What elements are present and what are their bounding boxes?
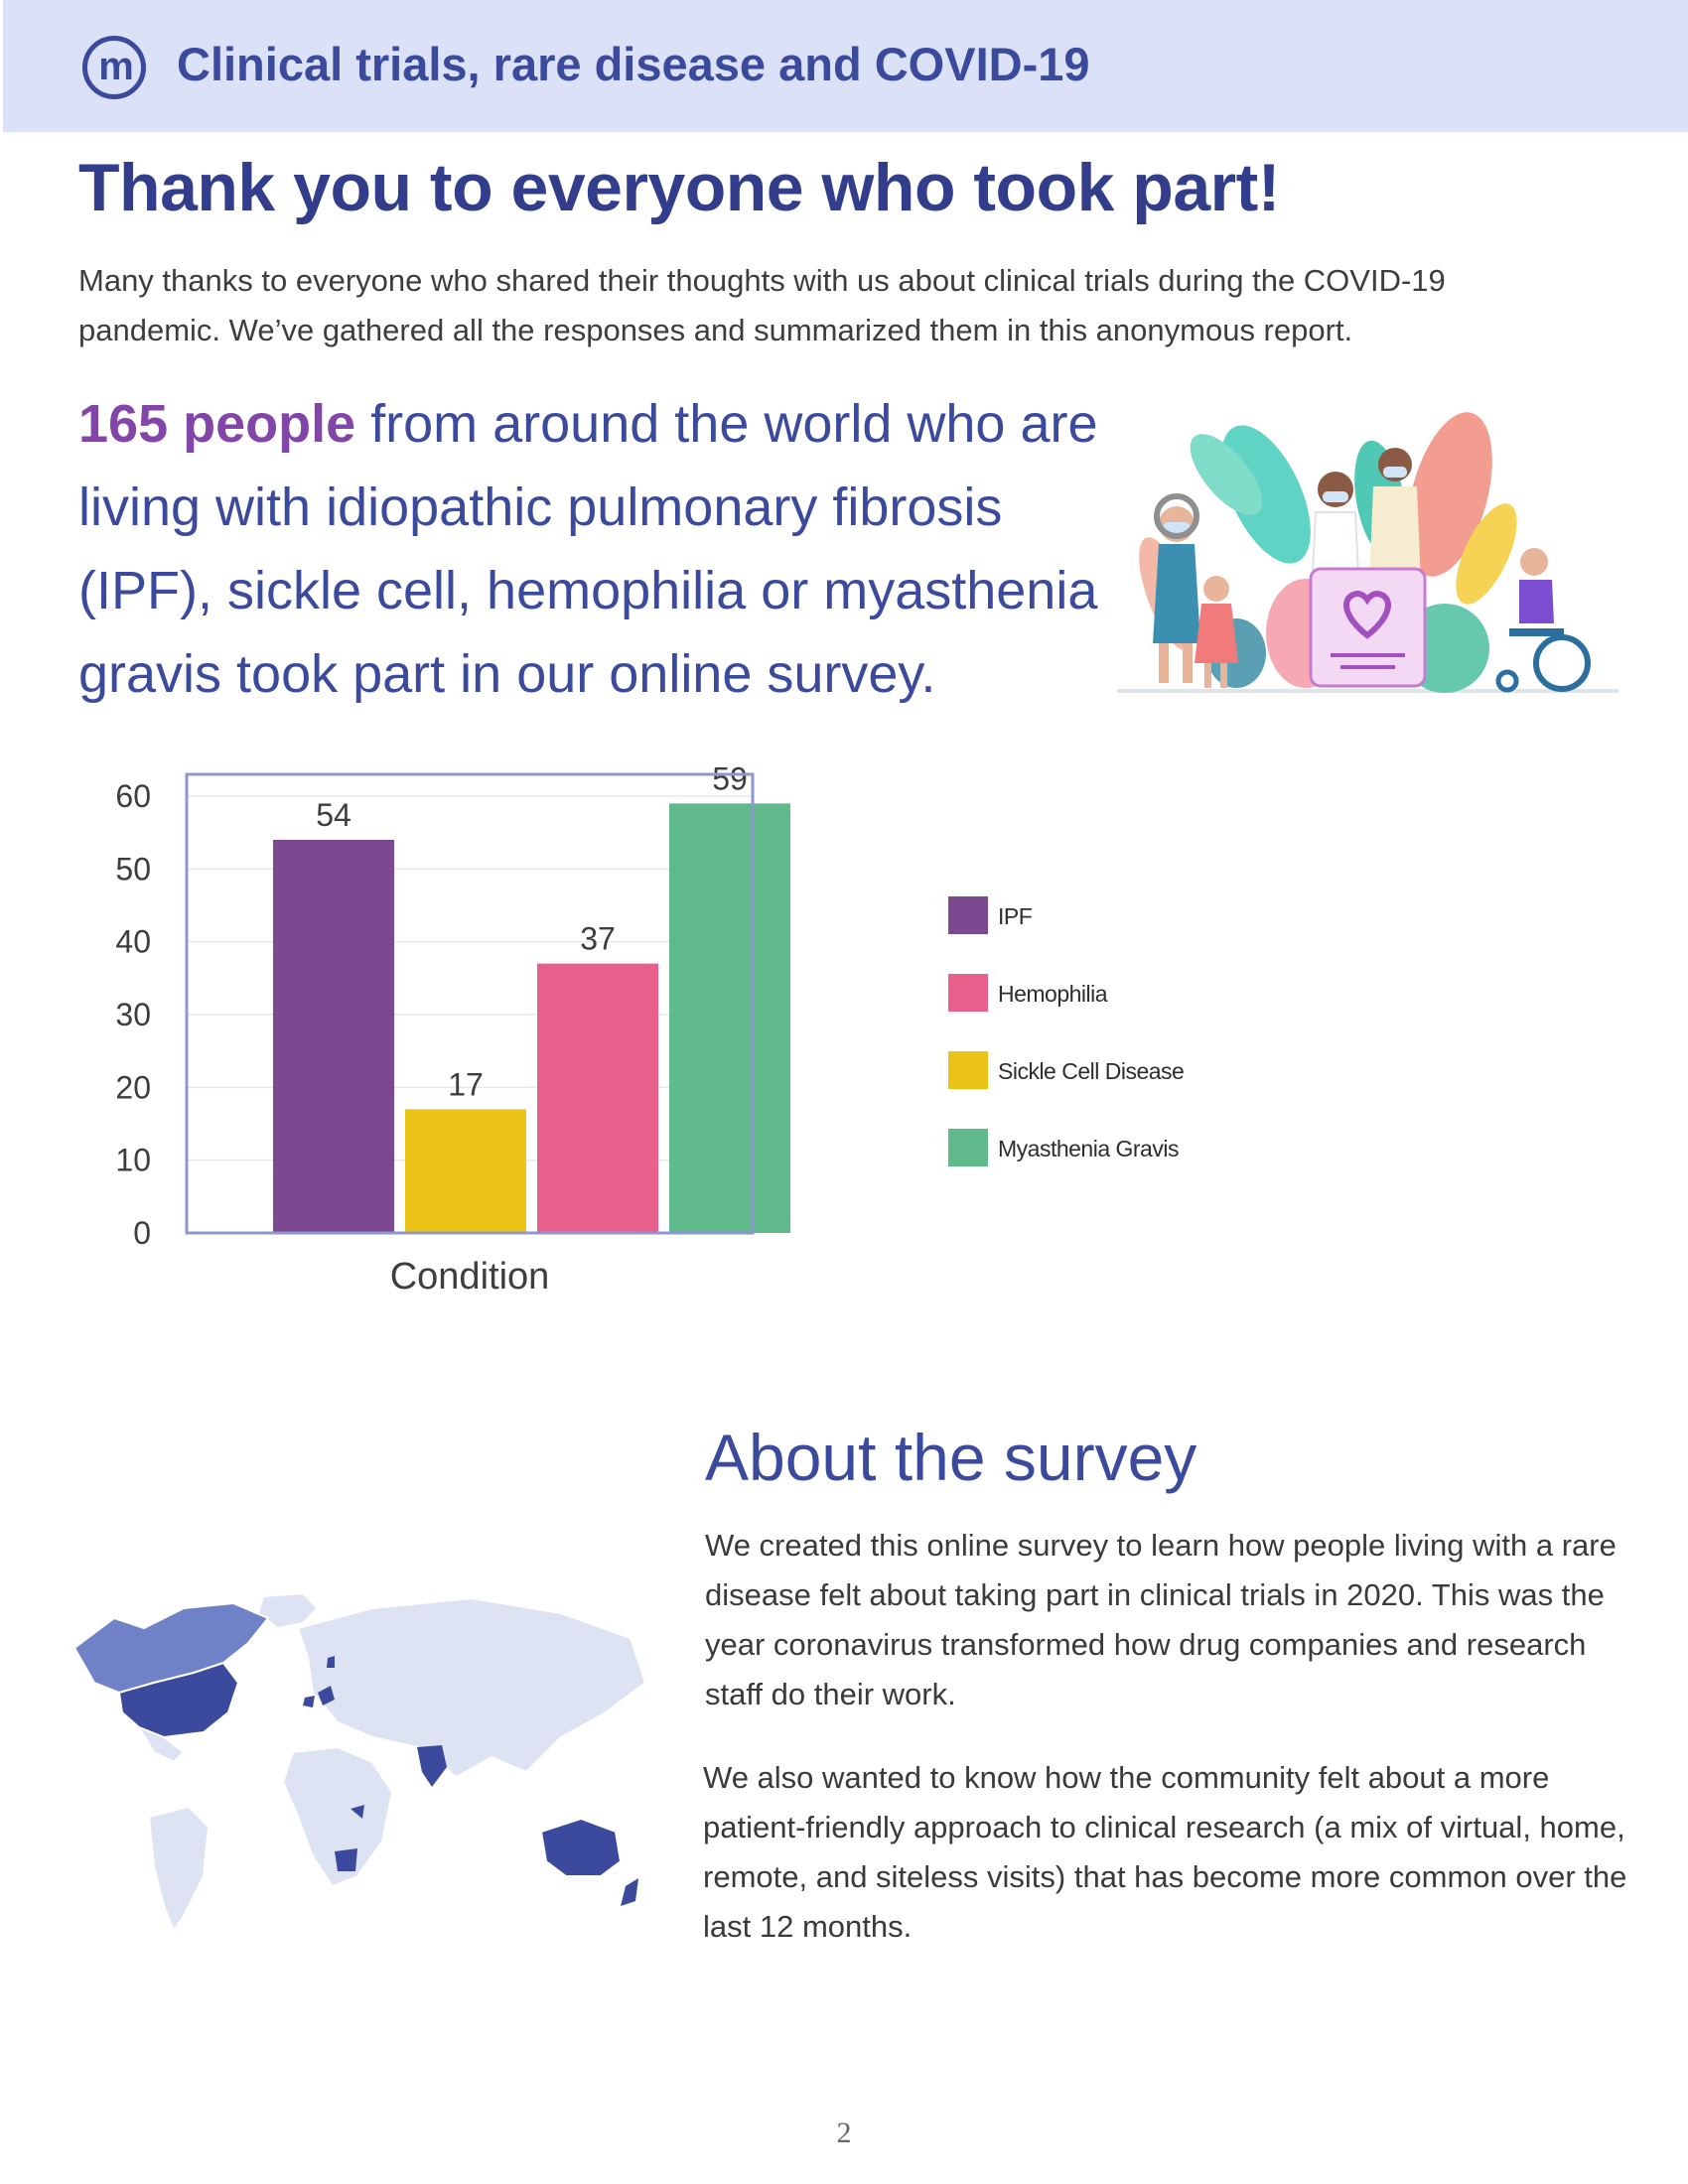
y-tick-label: 60: [115, 778, 151, 814]
chart-legend: [948, 896, 1276, 1194]
participants-statement: [78, 382, 1151, 716]
legend-item-ipf: [948, 896, 1276, 936]
legend-swatch: [948, 1129, 988, 1166]
page-number: 2: [836, 2116, 852, 2149]
y-tick-label: 30: [115, 997, 151, 1032]
bar-sickle-cell-disease: [405, 1109, 526, 1233]
bar-hemophilia: [537, 964, 658, 1233]
legend-item-myasthenia-gravis: [948, 1129, 1276, 1168]
header-band: [3, 0, 1688, 132]
legend-label: IPF: [998, 903, 1033, 929]
chart-gridlines: [187, 796, 753, 1160]
legend-swatch: [948, 896, 988, 934]
logo-mark: m: [98, 45, 130, 88]
legend-label: Hemophilia: [998, 981, 1108, 1007]
legend-label: Sickle Cell Disease: [998, 1058, 1185, 1084]
bar-value-label: 54: [316, 797, 352, 833]
y-axis-ticks: [115, 778, 151, 1251]
y-tick-label: 0: [133, 1215, 151, 1251]
participants-description: from around the world who are living with idiopathic pulmonary fibrosis (IPF), sickle cell, hemophilia or myasthenia gravis took part in our online survey.: [78, 394, 1098, 704]
legend-item-sickle-cell-disease: [948, 1051, 1276, 1091]
legend-label: Myasthenia Gravis: [998, 1136, 1179, 1161]
legend-item-hemophilia: [948, 974, 1276, 1014]
patients-illustration: [1117, 405, 1618, 703]
bar-ipf: [273, 840, 394, 1233]
y-tick-label: 40: [115, 923, 151, 960]
legend-swatch: [948, 1051, 988, 1089]
y-tick-label: 50: [115, 851, 151, 887]
logo-icon: [82, 36, 146, 99]
x-axis-label: Condition: [389, 1256, 550, 1297]
legend-swatch: [948, 974, 988, 1012]
intro-paragraph: Many thanks to everyone who shared their thoughts with us about clinical trials during the COVID-19 pandemic. We’ve gathered all the responses and summarized them in this anonymous report.: [78, 263, 1446, 347]
bar-myasthenia-gravis: [669, 803, 790, 1233]
about-heading: About the survey: [705, 1421, 1197, 1494]
header-title: Clinical trials, rare disease and COVID-19: [177, 38, 1090, 90]
bar-value-label: 17: [448, 1066, 484, 1103]
about-paragraph-1: We created this online survey to learn how people living with a rare disease felt about taking part in clinical trials in 2020. This was the year coronavirus transformed how drug companies and research staff do their work.: [705, 1528, 1617, 1711]
page-title: Thank you to everyone who took part!: [78, 150, 1280, 225]
world-map-illustration: [74, 1588, 645, 1936]
bar-value-label: 37: [580, 920, 616, 957]
bar-value-label: 59: [712, 764, 748, 797]
participant-count: 165 people: [78, 394, 356, 454]
participants-bar-chart: [99, 764, 854, 1320]
y-tick-label: 10: [115, 1142, 151, 1178]
chart-bars: [273, 803, 790, 1233]
about-paragraph-2: We also wanted to know how the community felt about a more patient-friendly approach to clinical research (a mix of virtual, home, remote, and siteless visits) that has become more common over the last 12 months.: [703, 1760, 1627, 1944]
y-tick-label: 20: [115, 1069, 151, 1106]
